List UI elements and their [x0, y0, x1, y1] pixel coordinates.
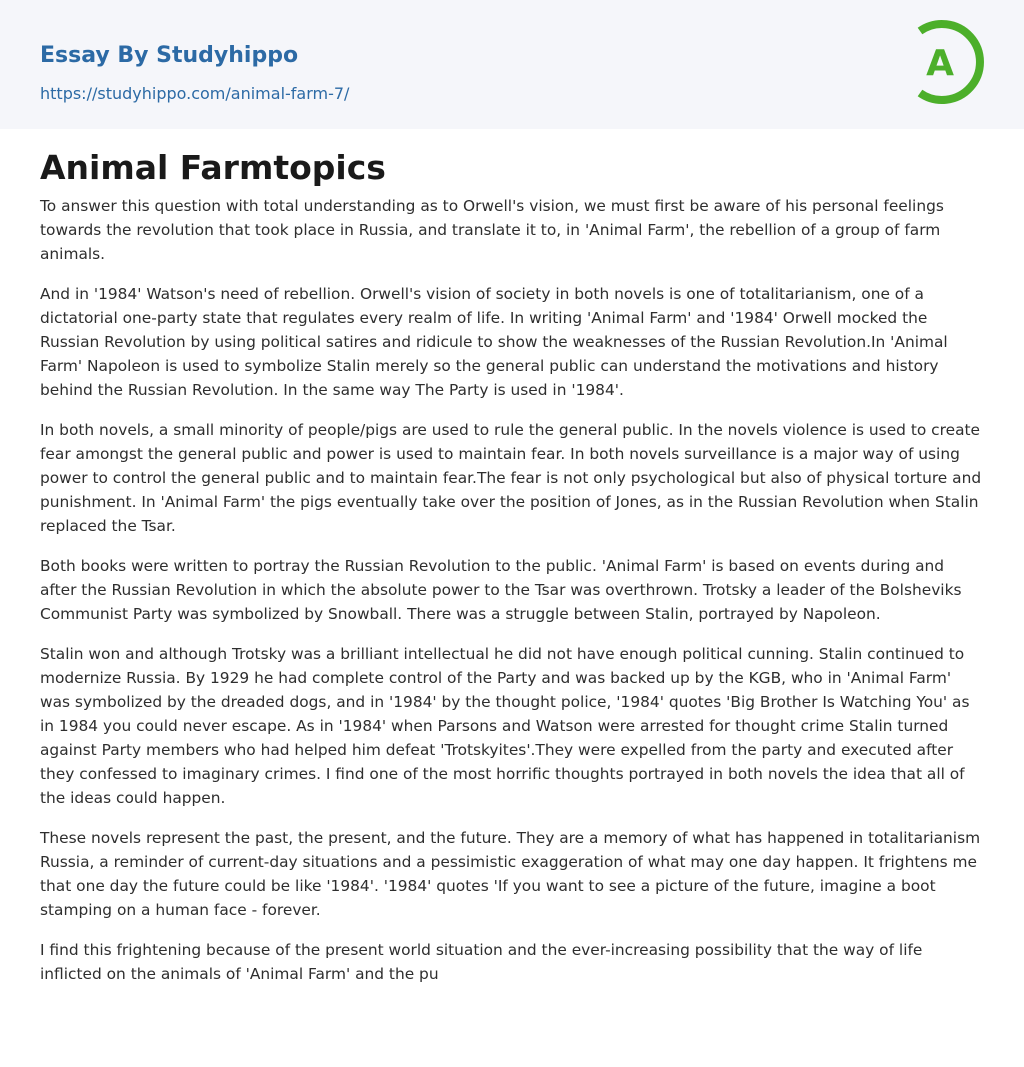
studyhippo-logo[interactable] [910, 18, 988, 106]
essay-title: Animal Farmtopics [40, 148, 386, 187]
essay-paragraph: I find this frightening because of the present world situation and the ever-increasing possibility that the way of life inflicted on the animals of 'Animal Farm' and the pu [40, 941, 923, 983]
essay-paragraph: In both novels, a small minority of people/pigs are used to rule the general public. In the novels violence is used to create fear amongst the general public and power is used to maintain fear. In both novels surveillance is a major way of using power to control the general public and to maintain fear.The fear is not only psychological but also of physical torture and punishment. In 'Animal Farm' the pigs eventually take over the position of Jones, as in the Russian Revolution when Stalin replaced the Tsar. [40, 421, 982, 535]
essay-paragraph: To answer this question with total understanding as to Orwell's vision, we must first be aware of his personal feelings towards the revolution that took place in Russia, and translate it to, in 'Animal Farm', the rebellion of a group of farm animals. [40, 197, 944, 263]
essay-paragraph: These novels represent the past, the present, and the future. They are a memory of what has happened in totalitarianism Russia, a reminder of current-day situations and a pessimistic exaggeration of what may one day happen. It frightens me that one day the future could be like '1984'. '1984' quotes 'If you want to see a picture of the future, imagine a boot stamping on a human face - forever. [40, 829, 981, 919]
essay-paragraph: Both books were written to portray the Russian Revolution to the public. 'Animal Farm' is based on events during and after the Russian Revolution in which the absolute power to the Tsar was overthrown. Trotsky a leader of the Bolsheviks Communist Party was symbolized by Snowball. There was a struggle between Stalin, portrayed by Napoleon. [40, 557, 962, 623]
essay-paragraph: Stalin won and although Trotsky was a brilliant intellectual he did not have enough political cunning. Stalin continued to modernize Russia. By 1929 he had complete control of the Party and was backed up by the KGB, who in 'Animal Farm' was symbolized by the dreaded dogs, and in '1984' by the thought police, '1984' quotes 'Big Brother Is Watching You' as in 1984 you could never escape. As in '1984' when Parsons and Watson were arrested for thought crime Stalin turned against Party members who had helped him defeat 'Trotskyites'.They were expelled from the party and executed after they confessed to imaginary crimes. I find one of the most horrific thoughts portrayed in both novels the idea that all of the ideas could happen. [40, 645, 970, 807]
essay-paragraph: And in '1984' Watson's need of rebellion. Orwell's vision of society in both novels is one of totalitarianism, one of a dictatorial one-party state that regulates every realm of life. In writing 'Animal Farm' and '1984' Orwell mocked the Russian Revolution by using political satires and ridicule to show the weaknesses of the Russian Revolution.In 'Animal Farm' Napoleon is used to symbolize Stalin merely so the general public can understand the motivations and history behind the Russian Revolution. In the same way The Party is used in '1984'. [40, 285, 948, 399]
essay-url-link[interactable]: https://studyhippo.com/animal-farm-7/ [40, 84, 350, 103]
site-header [0, 0, 1024, 129]
brand-title: Essay By Studyhippo [40, 43, 299, 68]
logo-letter: A [926, 43, 954, 84]
essay-body [40, 194, 984, 1002]
